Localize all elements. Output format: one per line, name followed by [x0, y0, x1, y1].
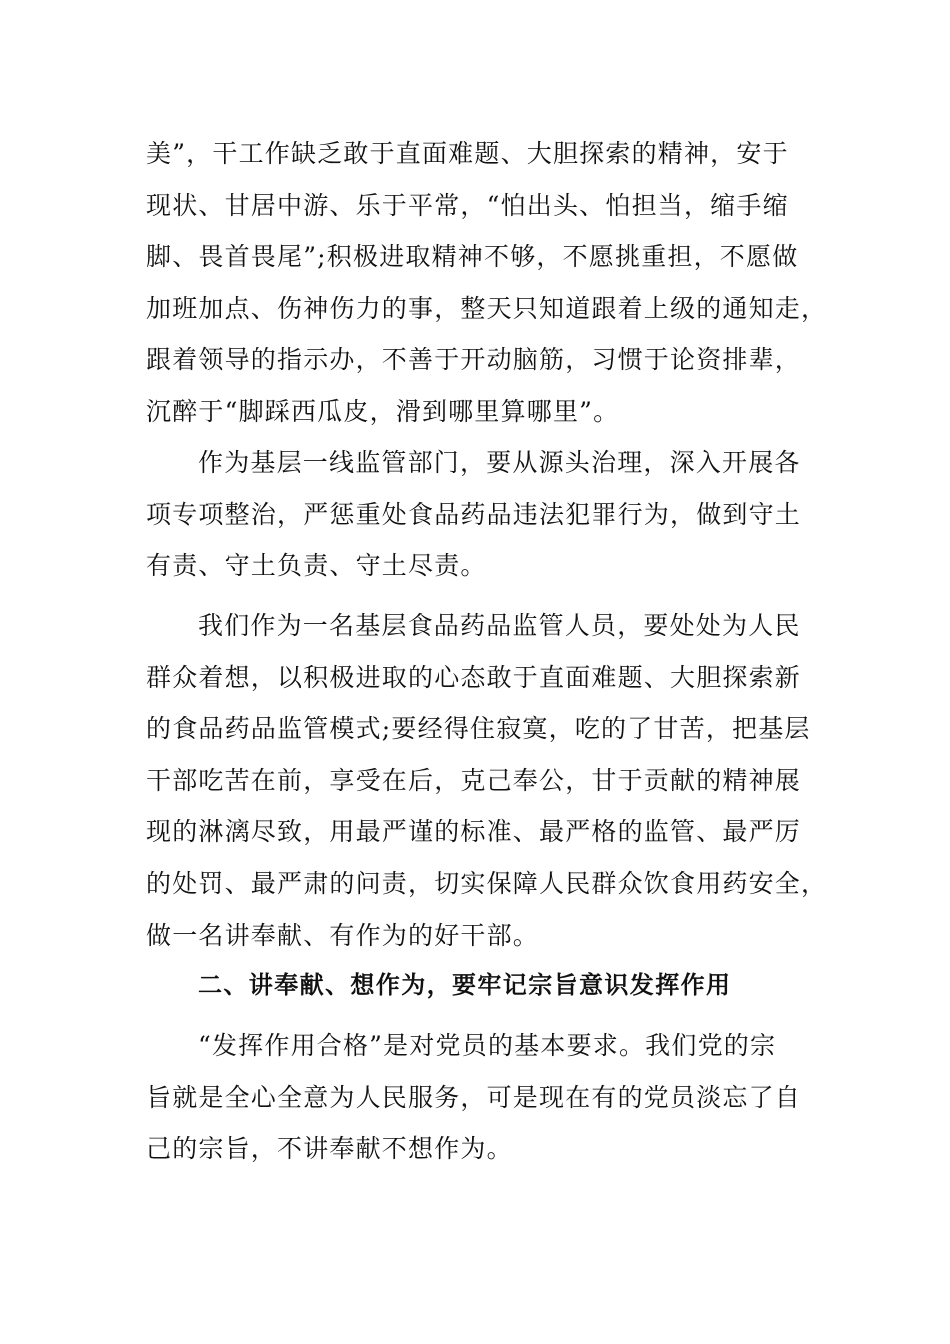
text-line: 干部吃苦在前，享受在后，克己奉公，甘于贡献的精神展	[146, 765, 802, 795]
heading-text: 二、讲奉献、想作为，要牢记宗旨意识发挥作用	[198, 971, 732, 999]
text-line: 美”，干工作缺乏敢于直面难题、大胆探索的精神，安于	[146, 139, 789, 168]
text-line: 作为基层一线监管部门，要从源头治理，深入开展各	[198, 448, 801, 477]
text-line: “发挥作用合格”是对党员的基本要求。我们党的宗	[198, 1031, 777, 1060]
text-line: 加班加点、伤神伤力的事，整天只知道跟着上级的通知走，	[146, 293, 828, 323]
section-heading	[146, 960, 802, 1012]
text-line: 现的淋漓尽致，用最严谨的标准、最严格的监管、最严厉	[146, 817, 802, 847]
text-line: 项专项整治，严惩重处食品药品违法犯罪行为，做到守土	[146, 499, 802, 529]
text-line: 旨就是全心全意为人民服务，可是现在有的党员淡忘了自	[146, 1082, 802, 1112]
text-line: 有责、守土负责、守土尽责。	[146, 551, 487, 581]
text-line: 的食品药品监管模式;要经得住寂寞，吃的了甘苦，把基层	[146, 714, 811, 744]
text-line: 跟着领导的指示办，不善于开动脑筋，习惯于论资排辈，	[146, 345, 802, 375]
paragraph-supervision	[146, 437, 802, 592]
text-line: 己的宗旨，不讲奉献不想作为。	[146, 1134, 513, 1164]
paragraph-personnel	[146, 600, 828, 961]
paragraph-continuation	[146, 128, 828, 438]
text-line: 现状、甘居中游、乐于平常，“怕出头、怕担当，缩手缩	[146, 190, 789, 220]
text-line: 做一名讲奉献、有作为的好干部。	[146, 920, 540, 950]
paragraph-closing	[146, 1020, 802, 1175]
text-line: 群众着想，以积极进取的心态敢于直面难题、大胆探索新	[146, 662, 802, 692]
text-line: 我们作为一名基层食品药品监管人员，要处处为人民	[198, 611, 801, 640]
text-line: 沉醉于“脚踩西瓜皮，滑到哪里算哪里”。	[146, 396, 620, 426]
text-line: 的处罚、最严肃的问责，切实保障人民群众饮食用药安全，	[146, 868, 828, 898]
text-line: 脚、畏首畏尾”;积极进取精神不够，不愿挑重担，不愿做	[146, 242, 799, 272]
